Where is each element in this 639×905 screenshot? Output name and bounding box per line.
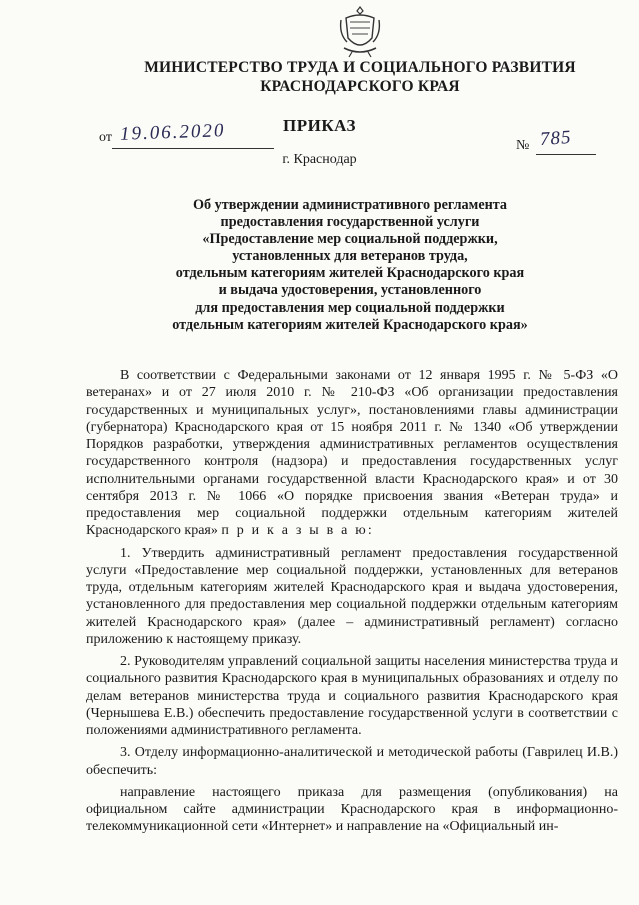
item-1-paragraph: 1. Утвердить административный регламент предоставления государственной услуги «Предоставление мер социальной поддержки, установленных для ветеранов труда, отдельным категориям жителей Краснодарского края и выдача удостоверения, установленного для предоставления мер социальной поддержки отдельным категориям жителей Краснодарского края» (далее – административный регламент) согласно приложению к настоящему приказу. — [86, 545, 618, 647]
date-label: от — [99, 130, 112, 145]
date-underline — [112, 148, 274, 149]
date-value: 19.06.2020 — [119, 120, 226, 145]
subject-line: «Предоставление мер социальной поддержки, — [202, 231, 498, 248]
subject-line: для предоставления мер социальной поддержки — [195, 299, 505, 316]
coat-of-arms-icon — [338, 4, 382, 58]
order-title: ПРИКАЗ — [283, 116, 356, 135]
order-subject — [90, 197, 610, 334]
preamble-text: В соответствии с Федеральными законами от 12 января 1995 г. № 5-ФЗ «О ветеранах» и от 27 июля 2010 г. № 210-ФЗ «Об организации предоставления государственных и муниципальных услуг», постановлениями главы администрации (губернатора) Краснодарского края от 15 ноября 2011 г. № 1340 «Об утверждении Порядков разработки, утверждения административных регламентов осуществления государственного контроля (надзора) и предоставления государственных услуг исполнительными органами государственной власти Краснодарского края» и от 30 сентября 2013 г. № 1066 «О порядке присвоения звания «Ветеран труда» и предоставления мер социальной поддержки отдельным категориям жителей Краснодарского края» — [86, 368, 618, 539]
ministry-line-1: МИНИСТЕРСТВО ТРУДА И СОЦИАЛЬНОГО РАЗВИТИЯ — [144, 59, 576, 76]
subject-line: предоставления государственной услуги — [220, 214, 480, 231]
item-3-paragraph: 3. Отделу информационно-аналитической и методической работы (Гаврилец И.В.) обеспечить: — [86, 745, 618, 778]
number-value: 785 — [539, 126, 573, 151]
subject-line: отдельным категориям жителей Краснодарского края — [175, 265, 525, 282]
order-body — [86, 367, 618, 841]
ministry-name — [100, 58, 620, 96]
item-3-sub-paragraph: направление настоящего приказа для размещения (опубликования) на официальном сайте администрации Краснодарского края в информационно-телекоммуникационной сети «Интернет» и направление на «Официальный ин- — [86, 784, 618, 835]
subject-line: установленных для ветеранов труда, — [232, 248, 468, 265]
preamble-paragraph — [86, 367, 618, 540]
subject-line: отдельным категориям жителей Краснодарского края» — [172, 316, 528, 333]
item-2-paragraph: 2. Руководителям управлений социальной защиты населения министерства труда и социального развития Краснодарского края в муниципальных образованиях и отделу по делам ветеранов министерства труда и социального развития Краснодарского края (Чернышева Е.В.) обеспечить предоставление государственной услуги в соответствии с положениями административного регламента. — [86, 654, 618, 738]
number-label: № — [516, 138, 530, 153]
subject-line: и выдача удостоверения, установленного — [218, 282, 482, 299]
ministry-line-2: КРАСНОДАРСКОГО КРАЯ — [260, 78, 460, 95]
subject-line: Об утверждении административного регламента — [192, 197, 508, 213]
city: г. Краснодар — [282, 152, 357, 167]
orders-word: п р и к а з ы в а ю: — [221, 523, 374, 539]
